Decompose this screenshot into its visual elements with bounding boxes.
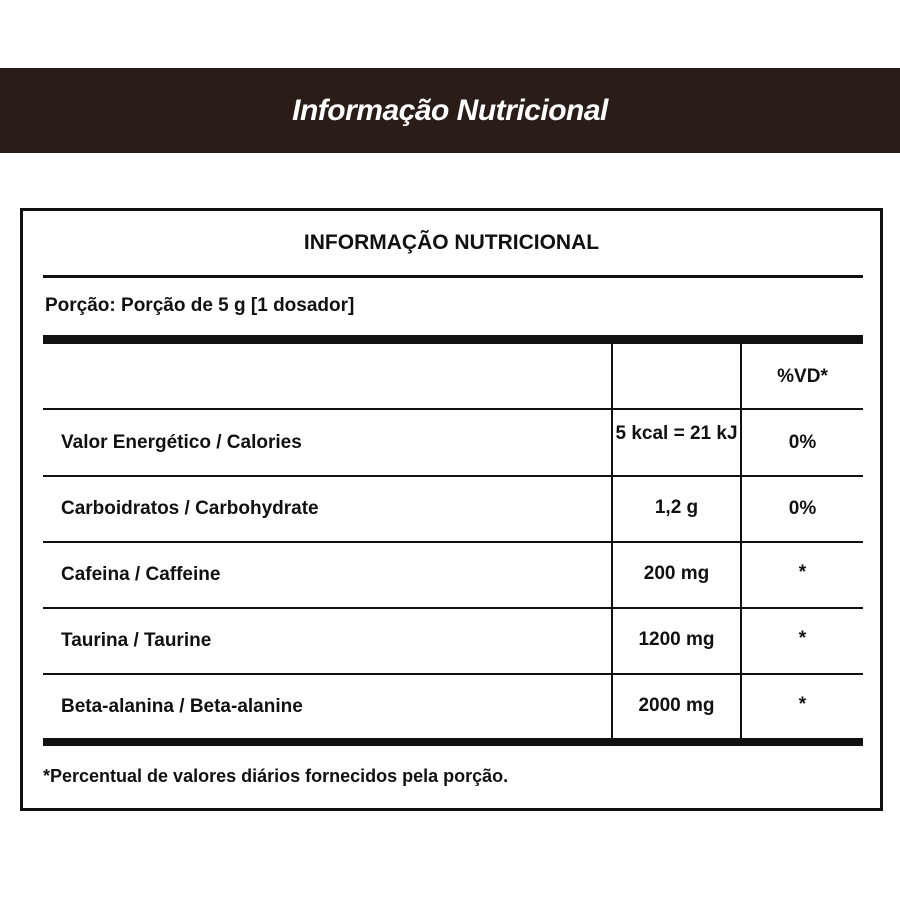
row-vd-carbohydrate: 0%	[788, 498, 817, 519]
row-vd-beta-alanine: *	[798, 694, 807, 715]
banner-title: Informação Nutricional	[292, 93, 608, 127]
row-label-carbohydrate: Carboidratos / Carbohydrate	[61, 498, 319, 519]
row-vd-taurine: *	[798, 628, 807, 649]
row-divider	[43, 475, 863, 477]
row-label-taurine: Taurina / Taurine	[61, 630, 212, 651]
nutrition-table	[20, 208, 883, 811]
row-amount-beta-alanine: 2000 mg	[638, 695, 715, 716]
header-banner	[0, 68, 900, 153]
row-amount-carbohydrate: 1,2 g	[654, 497, 699, 518]
row-divider	[43, 607, 863, 609]
divider	[43, 275, 863, 278]
row-amount-caffeine: 200 mg	[643, 563, 710, 584]
row-vd-caffeine: *	[798, 562, 807, 583]
row-label-caffeine: Cafeina / Caffeine	[61, 564, 221, 585]
footnote: *Percentual de valores diários fornecidos pela porção.	[43, 766, 509, 786]
table-title: INFORMAÇÃO NUTRICIONAL	[303, 231, 600, 254]
row-divider	[43, 541, 863, 543]
row-label-beta-alanine: Beta-alanina / Beta-alanine	[61, 696, 303, 717]
row-divider	[43, 408, 863, 410]
row-divider	[43, 673, 863, 675]
row-amount-taurine: 1200 mg	[638, 629, 715, 650]
thick-divider-top	[43, 335, 863, 344]
thick-divider-bottom	[43, 738, 863, 746]
header-vd: %VD*	[777, 366, 828, 387]
row-vd-energy: 0%	[788, 432, 817, 453]
row-label-energy: Valor Energético / Calories	[61, 432, 302, 453]
row-amount-energy: 5 kcal = 21 kJ	[615, 423, 738, 444]
portion-text: Porção: Porção de 5 g [1 dosador]	[45, 295, 355, 316]
